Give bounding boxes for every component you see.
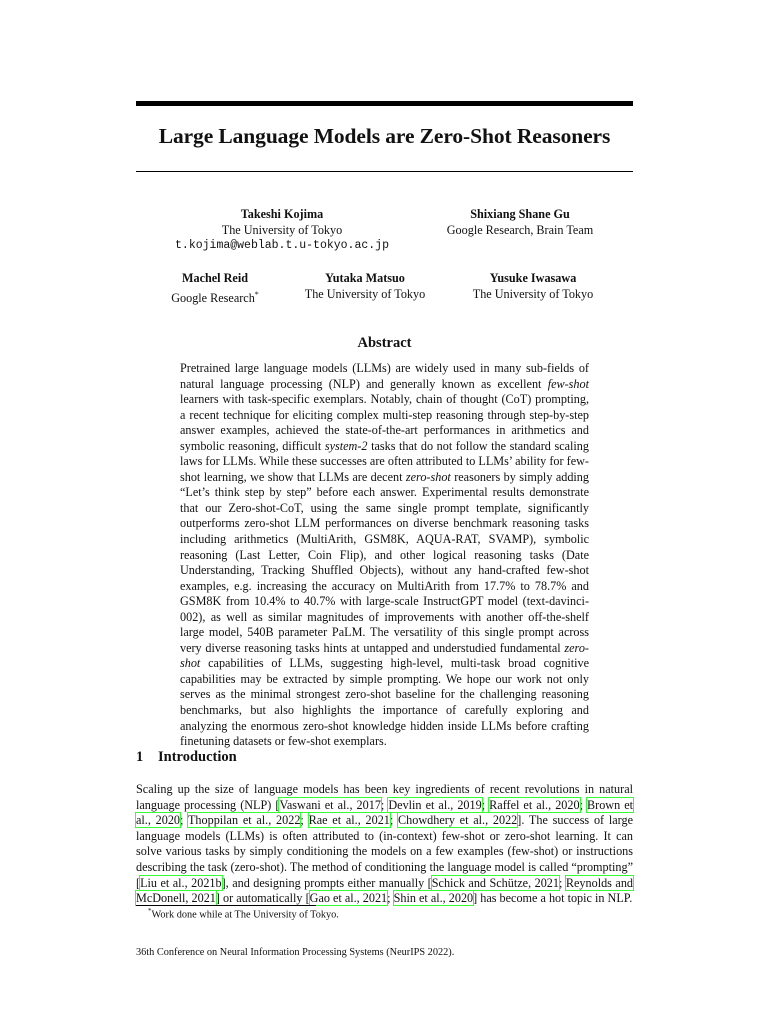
citation-link[interactable]: Devlin et al., 2019 <box>388 797 482 812</box>
conference-note: 36th Conference on Neural Information Processing Systems (NeurIPS 2022). <box>136 947 455 958</box>
paper-title: Large Language Models are Zero-Shot Reasoners <box>158 124 611 148</box>
title-bottom-rule <box>136 171 633 172</box>
footnote-rule <box>136 905 316 906</box>
author-name: Shixiang Shane Gu <box>470 207 570 221</box>
citation-link[interactable]: Rae et al., 2021 <box>308 813 390 828</box>
author-name: Yutaka Matsuo <box>325 271 405 285</box>
author-affiliation: The University of Tokyo <box>304 286 426 301</box>
abstract-heading: Abstract <box>357 335 412 351</box>
author-affiliation: Google Research <box>171 290 255 305</box>
author-affiliation: Google Research, Brain Team <box>446 222 594 237</box>
citation-link[interactable]: Schick and Schütze, 2021 <box>431 875 559 890</box>
title-top-rule <box>136 101 633 106</box>
citation-link[interactable]: Brown et al., 2020 <box>136 797 634 828</box>
citation-link[interactable]: Vaswani et al., 2017 <box>279 797 381 812</box>
citation-link[interactable]: Shin et al., 2020 <box>393 891 474 906</box>
author-name: Takeshi Kojima <box>240 207 324 221</box>
author-block-reid <box>150 271 280 306</box>
author-block-kojima <box>172 207 392 254</box>
citation-link[interactable]: Liu et al., 2021b <box>140 875 222 890</box>
author-affiliation: The University of Tokyo <box>221 222 343 237</box>
footnote: *Work done while at The University of Tokyo. <box>148 907 339 921</box>
author-name: Machel Reid <box>181 271 248 285</box>
abstract-body: Pretrained large language models (LLMs) are widely used in many sub-fields of natural language processing (NLP) and generally known as excellent few-shot learners with task-specific exemplars. Notably, chain of thought (CoT) prompting, a recent technique for eliciting complex multi-step reasoning through step-by-step answer examples, achieved the state-of-the-art performances in arithmetics and symbolic reasoning, difficult system-2 tasks that do not follow the standard scaling laws for LLMs. While these successes are often attributed to LLMs’ ability for few-shot learning, we show that LLMs are decent zero-shot reasoners by simply adding “Let’s think step by step” before each answer. Experimental results demonstrate that our Zero-shot-CoT, using the same single prompt template, significantly outperforms zero-shot LLM performances on diverse benchmark reasoning tasks including arithmetics (MultiArith, GSM8K, AQUA-RAT, SVAMP), symbolic reasoning (Last Letter, Coin Flip), and other logical reasoning tasks (Date Understanding, Tracking Shuffled Objects), without any hand-crafted few-shot examples, e.g. increasing the accuracy on MultiArith from 17.7% to 78.7% and GSM8K from 10.4% to 40.7% with large-scale InstructGPT model (text-davinci-002), as well as similar magnitudes of improvements with another off-the-shelf large model, 540B parameter PaLM. The versatility of this single prompt across very diverse reasoning tasks hints at untapped and understudied fundamental zero-shot capabilities of LLMs, suggesting high-level, multi-task broad cognitive capabilities may be extracted by simple prompting. We hope our work not only serves as the minimal strongest zero-shot baseline for the challenging reasoning benchmarks, but also highlights the importance of carefully exploring and analyzing the enormous zero-shot knowledge hidden inside LLMs before crafting finetuning datasets or few-shot exemplars. <box>180 361 589 749</box>
citation-link[interactable]: Thoppilan et al., 2022 <box>187 813 301 828</box>
section-title: Introduction <box>158 749 237 765</box>
author-name: Yusuke Iwasawa <box>489 271 577 285</box>
introduction-paragraph: Scaling up the size of language models has been key ingredients of recent revolutions in natural language processing (NLP) [Vaswani et al., 2017; Devlin et al., 2019; Raffel et al., 2020; Brown et al., 2020; Thoppilan et al., 2022; Rae et al., 2021; Chowdhery et al., 2022]. The success of large language models (LLMs) is often attributed to (in-context) few-shot or zero-shot learning. It can solve various tasks by simply conditioning the models on a few examples (few-shot) or instructions describing the task (zero-shot). The method of conditioning the language model is called “prompting” [Liu et al., 2021b], and designing prompts either manually [Schick and Schütze, 2021; Reynolds and McDonell, 2021] or automatically [Gao et al., 2021; Shin et al., 2020] has become a hot topic in NLP. <box>136 782 634 906</box>
author-block-iwasawa <box>463 271 603 302</box>
author-email[interactable]: t.kojima@weblab.t.u-tokyo.ac.jp <box>175 239 389 252</box>
citation-link[interactable]: Gao et al., 2021 <box>309 891 388 906</box>
author-block-gu <box>420 207 620 238</box>
section-heading-introduction <box>136 749 237 766</box>
citation-link[interactable]: Reynolds and McDonell, 2021 <box>136 875 634 906</box>
citation-link[interactable]: Chowdhery et al., 2022 <box>398 813 518 828</box>
citation-link[interactable]: Raffel et al., 2020 <box>489 797 580 812</box>
author-affiliation: The University of Tokyo <box>472 286 594 301</box>
author-block-matsuo <box>295 271 435 302</box>
section-number: 1 <box>136 749 144 765</box>
footnote-mark: * <box>254 289 259 299</box>
